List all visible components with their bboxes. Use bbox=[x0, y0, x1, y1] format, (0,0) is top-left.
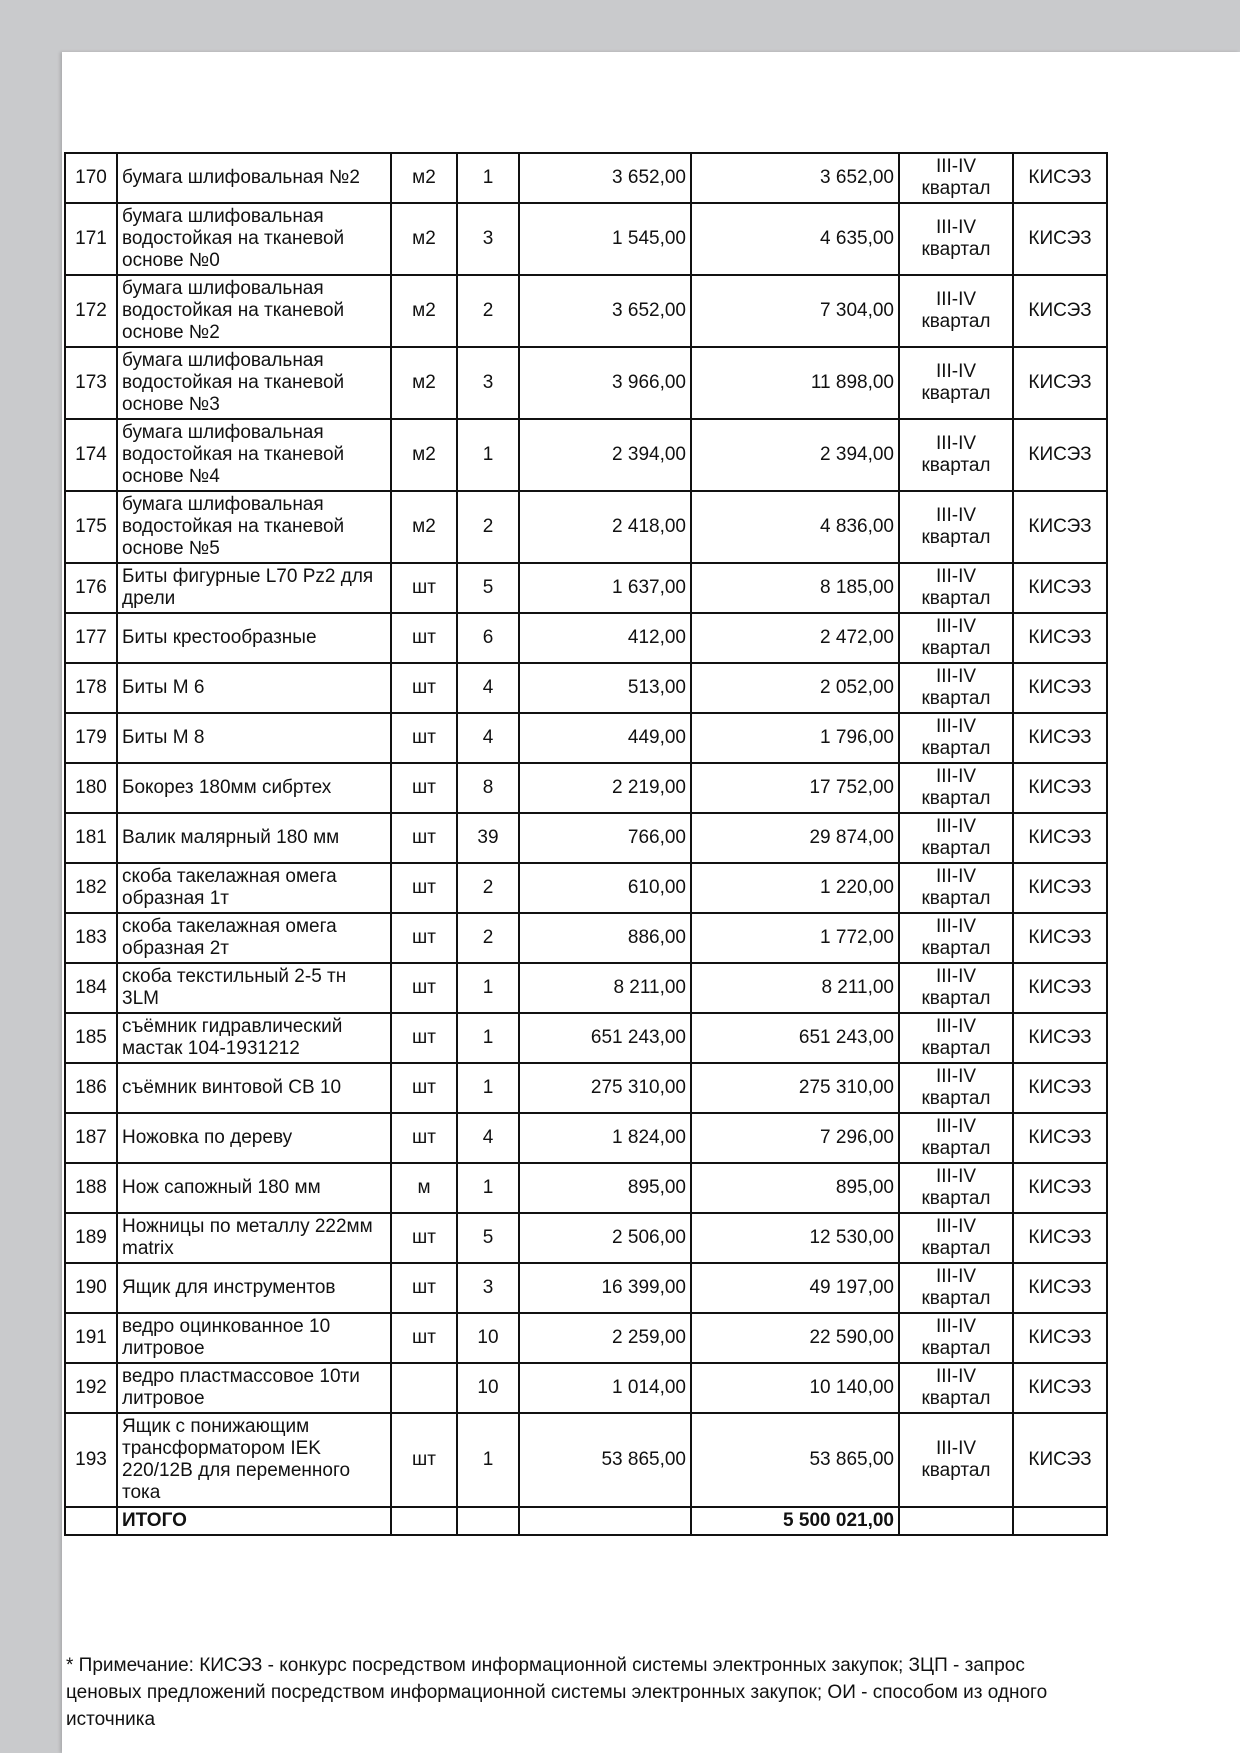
method-cell: КИСЭЗ bbox=[1013, 1113, 1107, 1163]
unit-cell: шт bbox=[391, 913, 457, 963]
period-cell: III-IV квартал bbox=[899, 613, 1013, 663]
table-row bbox=[65, 613, 1107, 663]
item-name: бумага шлифовальная №2 bbox=[117, 153, 391, 203]
row-number: 188 bbox=[65, 1163, 117, 1213]
period-cell: III-IV квартал bbox=[899, 1313, 1013, 1363]
unit-cell: шт bbox=[391, 713, 457, 763]
method-cell: КИСЭЗ bbox=[1013, 1313, 1107, 1363]
quantity-cell: 1 bbox=[457, 153, 519, 203]
method-cell: КИСЭЗ bbox=[1013, 491, 1107, 563]
price-cell: 2 219,00 bbox=[519, 763, 691, 813]
item-name: бумага шлифовальная водостойкая на тканевой основе №3 bbox=[117, 347, 391, 419]
method-cell: КИСЭЗ bbox=[1013, 613, 1107, 663]
period-cell: III-IV квартал bbox=[899, 963, 1013, 1013]
unit-cell: м bbox=[391, 1163, 457, 1213]
price-cell: 651 243,00 bbox=[519, 1013, 691, 1063]
period-cell: III-IV квартал bbox=[899, 713, 1013, 763]
table-row bbox=[65, 1263, 1107, 1313]
unit-cell: шт bbox=[391, 763, 457, 813]
quantity-cell: 4 bbox=[457, 1113, 519, 1163]
sum-cell: 2 052,00 bbox=[691, 663, 899, 713]
item-name: Ножовка по дереву bbox=[117, 1113, 391, 1163]
table-row bbox=[65, 963, 1107, 1013]
empty-cell bbox=[457, 1507, 519, 1535]
method-cell: КИСЭЗ bbox=[1013, 913, 1107, 963]
method-cell: КИСЭЗ bbox=[1013, 813, 1107, 863]
table-row bbox=[65, 1363, 1107, 1413]
row-number: 180 bbox=[65, 763, 117, 813]
price-cell: 2 418,00 bbox=[519, 491, 691, 563]
quantity-cell: 8 bbox=[457, 763, 519, 813]
price-cell: 3 966,00 bbox=[519, 347, 691, 419]
period-cell: III-IV квартал bbox=[899, 275, 1013, 347]
quantity-cell: 2 bbox=[457, 275, 519, 347]
row-number: 182 bbox=[65, 863, 117, 913]
sum-cell: 10 140,00 bbox=[691, 1363, 899, 1413]
table-row bbox=[65, 763, 1107, 813]
sum-cell: 12 530,00 bbox=[691, 1213, 899, 1263]
quantity-cell: 1 bbox=[457, 419, 519, 491]
quantity-cell: 5 bbox=[457, 1213, 519, 1263]
total-sum: 5 500 021,00 bbox=[691, 1507, 899, 1535]
table-body bbox=[65, 153, 1107, 1535]
method-cell: КИСЭЗ bbox=[1013, 275, 1107, 347]
total-label: ИТОГО bbox=[117, 1507, 391, 1535]
price-cell: 1 824,00 bbox=[519, 1113, 691, 1163]
period-cell: III-IV квартал bbox=[899, 1413, 1013, 1507]
period-cell: III-IV квартал bbox=[899, 563, 1013, 613]
item-name: Ножницы по металлу 222мм matrix bbox=[117, 1213, 391, 1263]
price-cell: 886,00 bbox=[519, 913, 691, 963]
method-cell: КИСЭЗ bbox=[1013, 1263, 1107, 1313]
method-cell: КИСЭЗ bbox=[1013, 419, 1107, 491]
method-cell: КИСЭЗ bbox=[1013, 153, 1107, 203]
table-row bbox=[65, 419, 1107, 491]
sum-cell: 49 197,00 bbox=[691, 1263, 899, 1313]
table-row bbox=[65, 1313, 1107, 1363]
sum-cell: 17 752,00 bbox=[691, 763, 899, 813]
unit-cell: шт bbox=[391, 1263, 457, 1313]
row-number: 178 bbox=[65, 663, 117, 713]
table-row bbox=[65, 347, 1107, 419]
row-number: 186 bbox=[65, 1063, 117, 1113]
price-cell: 1 545,00 bbox=[519, 203, 691, 275]
price-cell: 2 394,00 bbox=[519, 419, 691, 491]
table-row bbox=[65, 863, 1107, 913]
method-cell: КИСЭЗ bbox=[1013, 963, 1107, 1013]
period-cell: III-IV квартал bbox=[899, 763, 1013, 813]
price-cell: 2 259,00 bbox=[519, 1313, 691, 1363]
period-cell: III-IV квартал bbox=[899, 663, 1013, 713]
method-cell: КИСЭЗ bbox=[1013, 863, 1107, 913]
price-cell: 3 652,00 bbox=[519, 153, 691, 203]
item-name: Бокорез 180мм сибртех bbox=[117, 763, 391, 813]
price-cell: 895,00 bbox=[519, 1163, 691, 1213]
period-cell: III-IV квартал bbox=[899, 1213, 1013, 1263]
row-number: 177 bbox=[65, 613, 117, 663]
quantity-cell: 4 bbox=[457, 663, 519, 713]
sum-cell: 2 472,00 bbox=[691, 613, 899, 663]
table-row bbox=[65, 713, 1107, 763]
unit-cell: шт bbox=[391, 1213, 457, 1263]
price-cell: 3 652,00 bbox=[519, 275, 691, 347]
method-cell: КИСЭЗ bbox=[1013, 1363, 1107, 1413]
price-cell: 1 637,00 bbox=[519, 563, 691, 613]
period-cell: III-IV квартал bbox=[899, 1263, 1013, 1313]
item-name: съёмник винтовой СВ 10 bbox=[117, 1063, 391, 1113]
sum-cell: 7 304,00 bbox=[691, 275, 899, 347]
row-number: 172 bbox=[65, 275, 117, 347]
period-cell: III-IV квартал bbox=[899, 1013, 1013, 1063]
quantity-cell: 39 bbox=[457, 813, 519, 863]
sum-cell: 4 836,00 bbox=[691, 491, 899, 563]
item-name: бумага шлифовальная водостойкая на тканевой основе №5 bbox=[117, 491, 391, 563]
empty-cell bbox=[65, 1507, 117, 1535]
procurement-table bbox=[64, 152, 1108, 1536]
row-number: 173 bbox=[65, 347, 117, 419]
table-row bbox=[65, 203, 1107, 275]
row-number: 191 bbox=[65, 1313, 117, 1363]
row-number: 174 bbox=[65, 419, 117, 491]
empty-cell bbox=[391, 1507, 457, 1535]
sum-cell: 1 772,00 bbox=[691, 913, 899, 963]
price-cell: 2 506,00 bbox=[519, 1213, 691, 1263]
empty-cell bbox=[1013, 1507, 1107, 1535]
row-number: 187 bbox=[65, 1113, 117, 1163]
table-row bbox=[65, 153, 1107, 203]
table-row bbox=[65, 1413, 1107, 1507]
item-name: скоба такелажная омега образная 1т bbox=[117, 863, 391, 913]
price-cell: 275 310,00 bbox=[519, 1063, 691, 1113]
sum-cell: 8 185,00 bbox=[691, 563, 899, 613]
period-cell: III-IV квартал bbox=[899, 913, 1013, 963]
method-cell: КИСЭЗ bbox=[1013, 663, 1107, 713]
unit-cell: шт bbox=[391, 813, 457, 863]
item-name: Валик малярный 180 мм bbox=[117, 813, 391, 863]
period-cell: III-IV квартал bbox=[899, 419, 1013, 491]
item-name: Ящик с понижающим трансформатором IEK 220/12В для переменного тока bbox=[117, 1413, 391, 1507]
empty-cell bbox=[519, 1507, 691, 1535]
method-cell: КИСЭЗ bbox=[1013, 347, 1107, 419]
item-name: съёмник гидравлический мастак 104-1931212 bbox=[117, 1013, 391, 1063]
method-cell: КИСЭЗ bbox=[1013, 563, 1107, 613]
quantity-cell: 1 bbox=[457, 1063, 519, 1113]
sum-cell: 275 310,00 bbox=[691, 1063, 899, 1113]
period-cell: III-IV квартал bbox=[899, 203, 1013, 275]
period-cell: III-IV квартал bbox=[899, 863, 1013, 913]
item-name: скоба текстильный 2-5 тн 3LM bbox=[117, 963, 391, 1013]
unit-cell: м2 bbox=[391, 491, 457, 563]
unit-cell: шт bbox=[391, 1113, 457, 1163]
row-number: 181 bbox=[65, 813, 117, 863]
row-number: 183 bbox=[65, 913, 117, 963]
item-name: бумага шлифовальная водостойкая на тканевой основе №2 bbox=[117, 275, 391, 347]
document-page bbox=[62, 52, 1240, 1753]
period-cell: III-IV квартал bbox=[899, 1163, 1013, 1213]
item-name: скоба такелажная омега образная 2т bbox=[117, 913, 391, 963]
period-cell: III-IV квартал bbox=[899, 153, 1013, 203]
method-cell: КИСЭЗ bbox=[1013, 1213, 1107, 1263]
sum-cell: 22 590,00 bbox=[691, 1313, 899, 1363]
item-name: ведро оцинкованное 10 литровое bbox=[117, 1313, 391, 1363]
price-cell: 8 211,00 bbox=[519, 963, 691, 1013]
item-name: Биты крестообразные bbox=[117, 613, 391, 663]
quantity-cell: 6 bbox=[457, 613, 519, 663]
quantity-cell: 3 bbox=[457, 347, 519, 419]
quantity-cell: 3 bbox=[457, 203, 519, 275]
sum-cell: 7 296,00 bbox=[691, 1113, 899, 1163]
table-row bbox=[65, 813, 1107, 863]
method-cell: КИСЭЗ bbox=[1013, 713, 1107, 763]
sum-cell: 11 898,00 bbox=[691, 347, 899, 419]
unit-cell: шт bbox=[391, 613, 457, 663]
item-name: ведро пластмассовое 10ти литровое bbox=[117, 1363, 391, 1413]
period-cell: III-IV квартал bbox=[899, 491, 1013, 563]
period-cell: III-IV квартал bbox=[899, 347, 1013, 419]
unit-cell: м2 bbox=[391, 275, 457, 347]
row-number: 179 bbox=[65, 713, 117, 763]
table-row bbox=[65, 491, 1107, 563]
sum-cell: 895,00 bbox=[691, 1163, 899, 1213]
sum-cell: 1 220,00 bbox=[691, 863, 899, 913]
sum-cell: 29 874,00 bbox=[691, 813, 899, 863]
row-number: 170 bbox=[65, 153, 117, 203]
quantity-cell: 5 bbox=[457, 563, 519, 613]
item-name: Нож сапожный 180 мм bbox=[117, 1163, 391, 1213]
unit-cell bbox=[391, 1363, 457, 1413]
sum-cell: 651 243,00 bbox=[691, 1013, 899, 1063]
quantity-cell: 4 bbox=[457, 713, 519, 763]
method-cell: КИСЭЗ bbox=[1013, 1013, 1107, 1063]
item-name: Биты М 8 bbox=[117, 713, 391, 763]
table-row bbox=[65, 563, 1107, 613]
method-cell: КИСЭЗ bbox=[1013, 1163, 1107, 1213]
sum-cell: 4 635,00 bbox=[691, 203, 899, 275]
period-cell: III-IV квартал bbox=[899, 1063, 1013, 1113]
item-name: бумага шлифовальная водостойкая на тканевой основе №0 bbox=[117, 203, 391, 275]
sum-cell: 2 394,00 bbox=[691, 419, 899, 491]
price-cell: 1 014,00 bbox=[519, 1363, 691, 1413]
row-number: 184 bbox=[65, 963, 117, 1013]
empty-cell bbox=[899, 1507, 1013, 1535]
period-cell: III-IV квартал bbox=[899, 813, 1013, 863]
quantity-cell: 3 bbox=[457, 1263, 519, 1313]
quantity-cell: 2 bbox=[457, 863, 519, 913]
table-row bbox=[65, 1163, 1107, 1213]
row-number: 185 bbox=[65, 1013, 117, 1063]
sum-cell: 53 865,00 bbox=[691, 1413, 899, 1507]
table-row bbox=[65, 663, 1107, 713]
unit-cell: шт bbox=[391, 1313, 457, 1363]
row-number: 189 bbox=[65, 1213, 117, 1263]
unit-cell: шт bbox=[391, 1413, 457, 1507]
sum-cell: 8 211,00 bbox=[691, 963, 899, 1013]
row-number: 176 bbox=[65, 563, 117, 613]
table-row bbox=[65, 275, 1107, 347]
quantity-cell: 1 bbox=[457, 1413, 519, 1507]
unit-cell: шт bbox=[391, 963, 457, 1013]
price-cell: 16 399,00 bbox=[519, 1263, 691, 1313]
row-number: 190 bbox=[65, 1263, 117, 1313]
price-cell: 53 865,00 bbox=[519, 1413, 691, 1507]
unit-cell: шт bbox=[391, 663, 457, 713]
quantity-cell: 10 bbox=[457, 1363, 519, 1413]
method-cell: КИСЭЗ bbox=[1013, 1063, 1107, 1113]
price-cell: 610,00 bbox=[519, 863, 691, 913]
total-row bbox=[65, 1507, 1107, 1535]
item-name: бумага шлифовальная водостойкая на тканевой основе №4 bbox=[117, 419, 391, 491]
item-name: Биты М 6 bbox=[117, 663, 391, 713]
period-cell: III-IV квартал bbox=[899, 1113, 1013, 1163]
item-name: Ящик для инструментов bbox=[117, 1263, 391, 1313]
quantity-cell: 1 bbox=[457, 963, 519, 1013]
quantity-cell: 2 bbox=[457, 491, 519, 563]
row-number: 192 bbox=[65, 1363, 117, 1413]
unit-cell: м2 bbox=[391, 347, 457, 419]
sum-cell: 1 796,00 bbox=[691, 713, 899, 763]
unit-cell: шт bbox=[391, 1013, 457, 1063]
unit-cell: шт bbox=[391, 863, 457, 913]
table-row bbox=[65, 1013, 1107, 1063]
row-number: 171 bbox=[65, 203, 117, 275]
price-cell: 766,00 bbox=[519, 813, 691, 863]
quantity-cell: 1 bbox=[457, 1013, 519, 1063]
method-cell: КИСЭЗ bbox=[1013, 1413, 1107, 1507]
price-cell: 513,00 bbox=[519, 663, 691, 713]
table-row bbox=[65, 1113, 1107, 1163]
sum-cell: 3 652,00 bbox=[691, 153, 899, 203]
table-row bbox=[65, 1213, 1107, 1263]
unit-cell: шт bbox=[391, 563, 457, 613]
method-cell: КИСЭЗ bbox=[1013, 203, 1107, 275]
method-cell: КИСЭЗ bbox=[1013, 763, 1107, 813]
row-number: 175 bbox=[65, 491, 117, 563]
quantity-cell: 2 bbox=[457, 913, 519, 963]
table-row bbox=[65, 1063, 1107, 1113]
item-name: Биты фигурные L70 Pz2 для дрели bbox=[117, 563, 391, 613]
price-cell: 449,00 bbox=[519, 713, 691, 763]
period-cell: III-IV квартал bbox=[899, 1363, 1013, 1413]
quantity-cell: 1 bbox=[457, 1163, 519, 1213]
footnote: * Примечание: КИСЭЗ - конкурс посредством информационной системы электронных закупок; ЗЦП - запрос ценовых предложений посредством информационной системы электронных закупок; ОИ - способом из одного источника bbox=[66, 1655, 1048, 1730]
unit-cell: м2 bbox=[391, 153, 457, 203]
unit-cell: шт bbox=[391, 1063, 457, 1113]
unit-cell: м2 bbox=[391, 419, 457, 491]
price-cell: 412,00 bbox=[519, 613, 691, 663]
quantity-cell: 10 bbox=[457, 1313, 519, 1363]
table-row bbox=[65, 913, 1107, 963]
row-number: 193 bbox=[65, 1413, 117, 1507]
unit-cell: м2 bbox=[391, 203, 457, 275]
